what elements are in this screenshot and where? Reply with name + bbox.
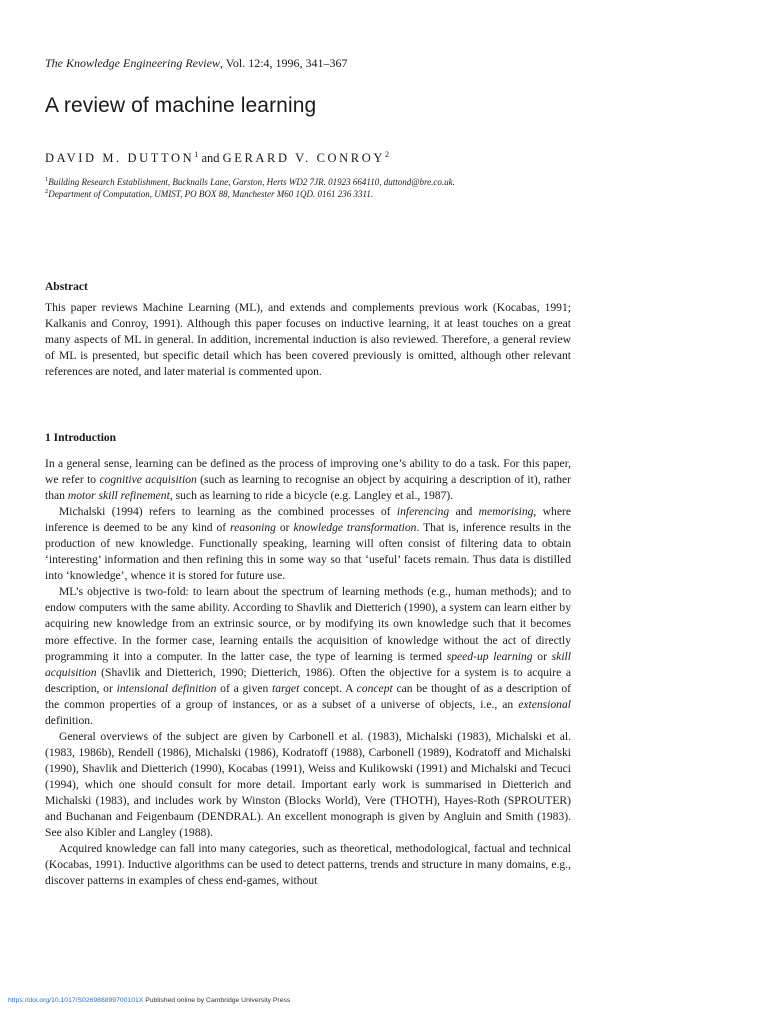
paragraph: General overviews of the subject are given by Carbonell et al. (1983), Michalski (1983), Michalski et al. (1983, 1986b), Rendell (1986), Michalski (1986), Kodratoff (1988), Carbonell (1989), Kodratoff and Michalski (1990), Shavlik and Dietterich (1990), Kocabas (1991), Weiss and Kulikowski (1991) and Michalski and Tecuci (1994), which one should consult for more detail. Important early work is summarised in Dietterich and Michalski (1983), and includes work by Winston (Blocks World), Vere (THOTH), Hayes-Roth (SPROUTER) and Buchanan and Feigenbaum (DENDRAL). An excellent monograph is given by Angluin and Smith (1983). See also Kibler and Langley (1988). [45,729,571,840]
emphasis: intensional definition [116,681,217,695]
emphasis: reasoning [230,521,276,535]
author-name: DAVID M. DUTTON [45,151,195,166]
affiliation [45,188,373,199]
affiliation-text: Department of Computation, UMIST, PO BOX 88, Manchester M60 1QD. 0161 236 3311. [48,189,374,199]
emphasis: memorising [478,505,534,519]
journal-name: The Knowledge Engineering Review [45,56,220,70]
paper-title: A review of machine learning [45,94,317,117]
paragraph [45,456,571,504]
abstract-heading: Abstract [45,281,88,293]
footer-text: Published online by Cambridge University Press [143,997,291,1004]
emphasis: speed-up learning [446,649,533,663]
affiliation-number: 2 [45,188,49,195]
text-run: (such as learning to recognise an object by acquiring a description of it), rather than [45,473,571,503]
doi-link[interactable]: https://doi.org/10.1017/S026988899700101X [8,997,144,1004]
author-name: GERARD V. CONROY [222,151,385,166]
section-heading: 1 Introduction [45,432,117,444]
page-footer [8,997,290,1004]
text-run: and [449,505,479,519]
author-superscript: 2 [384,150,389,159]
text-run: ML’s objective is two-fold: to learn about the spectrum of learning methods (e.g., human methods); and to endow computers with the same ability. According to Shavlik and Dietterich (1990), a system can learn either by acquiring new knowledge from an extrinsic source, or by modifying its own knowledge such that it becomes more effective. In the former case, learning entails the acquisition of knowledge without the act of directly programming it into a computer. In the latter case, the type of learning is termed [45,585,571,663]
emphasis: extensional [518,697,571,711]
text-run: . That is, inference results in the production of new knowledge. Functionally speaking, learning will often consist of filtering data to obtain ‘interesting’ information and then refining this in some way so that ‘useful’ facets remain. Thus data is distilled into ‘knowledge’, whence it is stored for future use. [45,521,571,583]
affiliation-number: 1 [45,176,49,183]
journal-citation [45,56,348,71]
text-run: definition. [45,713,93,727]
abstract-section [45,300,571,380]
text-run: of a given [216,681,273,695]
text-run: , where inference is deemed to be any kind of [45,505,571,535]
emphasis: concept [356,681,393,695]
text-run: concept. A [299,681,357,695]
text-run: can be thought of as a description of the common properties of a group of instances, or as a subset of a universe of objects, i.e., an [45,681,571,711]
emphasis: inferencing [396,505,450,519]
emphasis: motor skill refinement [67,489,170,503]
author-line [45,150,389,166]
paragraph [45,584,571,728]
text-run: , such as learning to ride a bicycle (e.g. Langley et al., 1987). [169,489,454,503]
author-superscript: 1 [194,150,199,159]
journal-volume: , Vol. 12:4, 1996, 341–367 [219,56,348,70]
affiliation [45,176,455,187]
text-run: or [275,521,294,535]
emphasis: target [272,681,300,695]
paragraph [45,504,571,584]
affiliation-text: Building Research Establishment, Bucknalls Lane, Garston, Herts WD2 7JR. 01923 664110, duttond@bre.co.uk. [48,177,455,187]
introduction-section [45,456,571,889]
text-run: Michalski (1994) refers to learning as the combined processes of [59,505,397,519]
emphasis: knowledge transformation [293,521,417,535]
paragraph: Acquired knowledge can fall into many categories, such as theoretical, methodological, factual and technical (Kocabas, 1991). Inductive algorithms can be used to detect patterns, trends and structure in many domains, e.g., discover patterns in examples of chess end-games, without [45,842,571,888]
text-run: or [532,649,552,663]
emphasis: skill acquisition [45,649,571,679]
abstract-text: This paper reviews Machine Learning (ML), and extends and complements previous work (Kocabas, 1991; Kalkanis and Conroy, 1991). Although this paper focuses on inductive learning, it at least touches on a great many aspects of ML in general. In addition, incremental induction is also reviewed. Therefore, a general review of ML is presented, but specific detail which has been covered previously is omitted, although other relevant references are noted, and later material is commented upon. [45,301,571,379]
text-run: In a general sense, learning can be defined as the process of improving one’s ability to do a task. For this paper, we refer to [45,457,571,487]
emphasis: cognitive acquisition [99,473,197,487]
author-connector: and [198,151,223,166]
text-run: (Shavlik and Dietterich, 1990; Dietterich, 1986). Often the objective for a system is to acquire a description, or [45,665,571,695]
